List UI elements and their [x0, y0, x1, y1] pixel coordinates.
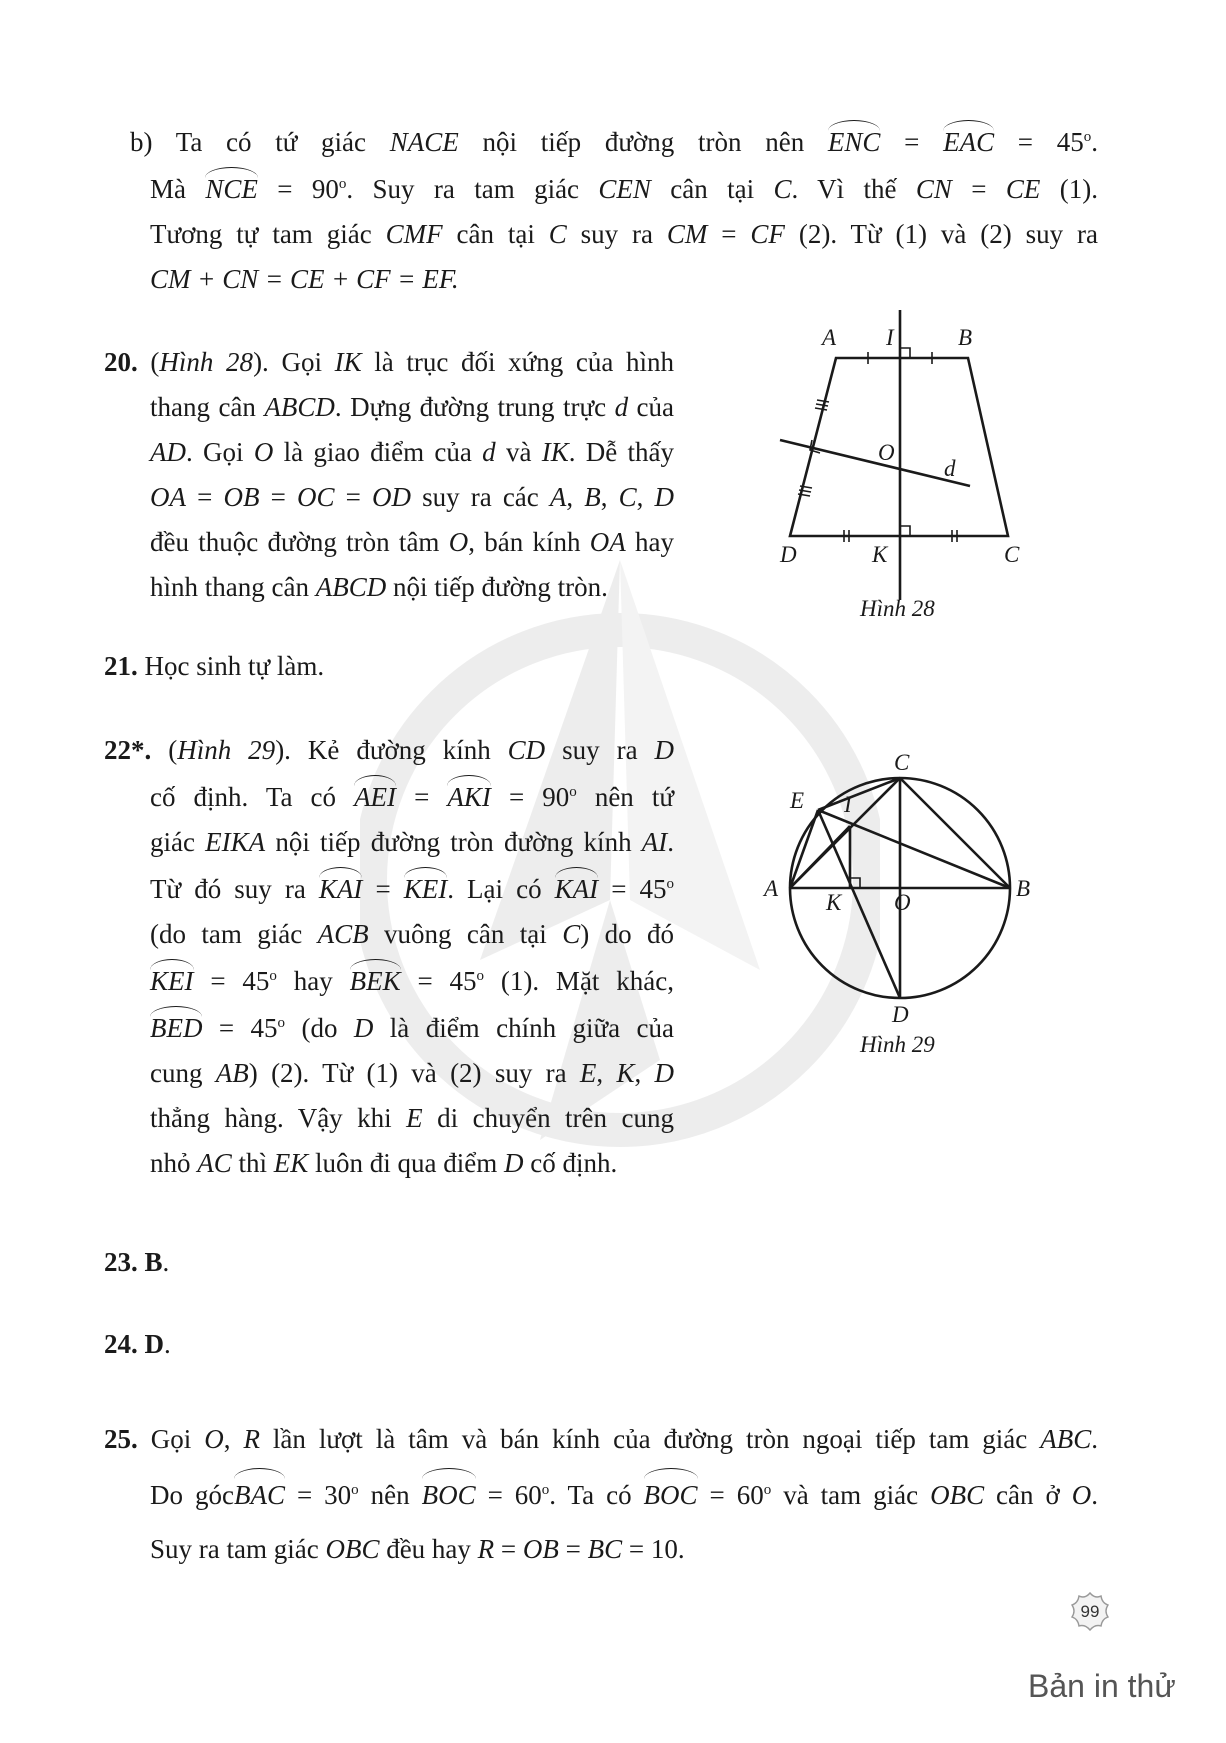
problem-25-line-1: 25. Gọi O, R lần lượt là tâm và bán kính của đường tròn ngoại tiếp tam giác ABC.: [104, 1424, 1099, 1454]
problem-22-line-3: giác EIKA nội tiếp đường tròn đường kính AI.: [150, 827, 674, 857]
figure-29: [760, 740, 1050, 1030]
figure-29-caption: Hình 29: [860, 1032, 935, 1057]
fig28-label-d: d: [944, 456, 956, 481]
problem-22-line-5: (do tam giác ACB vuông cân tại C) do đó: [150, 919, 674, 949]
problem-20: [104, 340, 674, 610]
fig28-label-K: K: [872, 542, 888, 567]
problem-20-line-5: đều thuộc đường tròn tâm O, bán kính OA hay: [150, 527, 674, 557]
section-b-line-1: b) Ta có tứ giác NACE nội tiếp đường tròn nên ENC = EAC = $45^o$.: [130, 118, 1098, 165]
problem-25-line-3: Suy ra tam giác OBC đều hay R = OB = BC = 10.: [150, 1534, 685, 1564]
problem-22-line-4: Từ đó suy ra KAI = KEI. Lại có KAI = $45^o$: [104, 865, 674, 912]
problem-22-line-8: cung AB) (2). Từ (1) và (2) suy ra E, K, D: [150, 1058, 675, 1088]
problem-25: [104, 1412, 1098, 1576]
page-number: 99: [1080, 1602, 1100, 1621]
problem-23: 23. B.: [104, 1247, 170, 1277]
section-b-line-2: Mà NCE = $90^o$. Suy ra tam giác CEN cân tại C. Vì thế CN = CE (1).: [130, 165, 1098, 212]
fig28-label-A: A: [822, 325, 837, 350]
fig29-label-B: B: [1016, 876, 1031, 901]
section-b: [130, 118, 1098, 302]
section-b-line-4: CM + CN = CE + CF = EF.: [150, 264, 459, 294]
fig29-label-C: C: [894, 750, 910, 775]
problem-22-line-7: BED = $45^o$ (do D là điểm chính giữa của: [104, 1004, 674, 1051]
fig28-label-D: D: [780, 542, 797, 567]
problem-22-line-1: 22*. (Hình 29). Kẻ đường kính CD suy ra D: [104, 735, 675, 765]
fig28-label-O: O: [878, 440, 895, 465]
problem-21: 21. Học sinh tự làm.: [104, 651, 325, 681]
print-proof-note: Bản in thử: [1028, 1668, 1176, 1704]
fig28-label-B: B: [958, 325, 973, 350]
fig29-label-E: E: [790, 788, 805, 813]
problem-20-line-2: thang cân ABCD. Dựng đường trung trực d của: [150, 392, 675, 422]
problem-22-line-2: cố định. Ta có AEI = AKI = $90^o$ nên tứ: [104, 773, 674, 820]
figure-28-caption: Hình 28: [860, 596, 935, 621]
fig29-label-K: K: [826, 890, 842, 915]
problem-22: [104, 728, 674, 1186]
problem-22-line-9: thẳng hàng. Vậy khi E di chuyển trên cung: [150, 1103, 674, 1133]
problem-20-line-3: AD. Gọi O là giao điểm của d và IK. Dễ thấy: [150, 437, 675, 467]
section-b-line-3: Tương tự tam giác CMF cân tại C suy ra CM = CF (2). Từ (1) và (2) suy ra: [150, 219, 1098, 249]
figure-28: [760, 300, 1040, 610]
problem-25-line-2: Do gócBAC = $30^o$ nên BOC = $60^o$. Ta có BOC = $60^o$ và tam giác OBC cân ở O.: [104, 1466, 1098, 1522]
problem-20-line-1: 20. (Hình 28). Gọi IK là trục đối xứng của hình: [104, 347, 675, 377]
problem-22-line-6: KEI = $45^o$ hay BEK = $45^o$ (1). Mặt khác,: [104, 957, 674, 1004]
page-number-badge: [1068, 1590, 1112, 1634]
fig29-label-I: I: [844, 792, 852, 817]
fig28-label-I: I: [886, 325, 894, 350]
problem-20-line-4: OA = OB = OC = OD suy ra các A, B, C, D: [150, 482, 675, 512]
fig29-label-A: A: [764, 876, 779, 901]
problem-22-line-10: nhỏ AC thì EK luôn đi qua điểm D cố định.: [150, 1148, 618, 1178]
fig29-label-O: O: [894, 890, 911, 915]
fig29-label-D: D: [892, 1002, 909, 1027]
fig28-label-C: C: [1004, 542, 1020, 567]
problem-24: 24. D.: [104, 1329, 171, 1359]
problem-20-line-6: hình thang cân ABCD nội tiếp đường tròn.: [150, 572, 608, 602]
